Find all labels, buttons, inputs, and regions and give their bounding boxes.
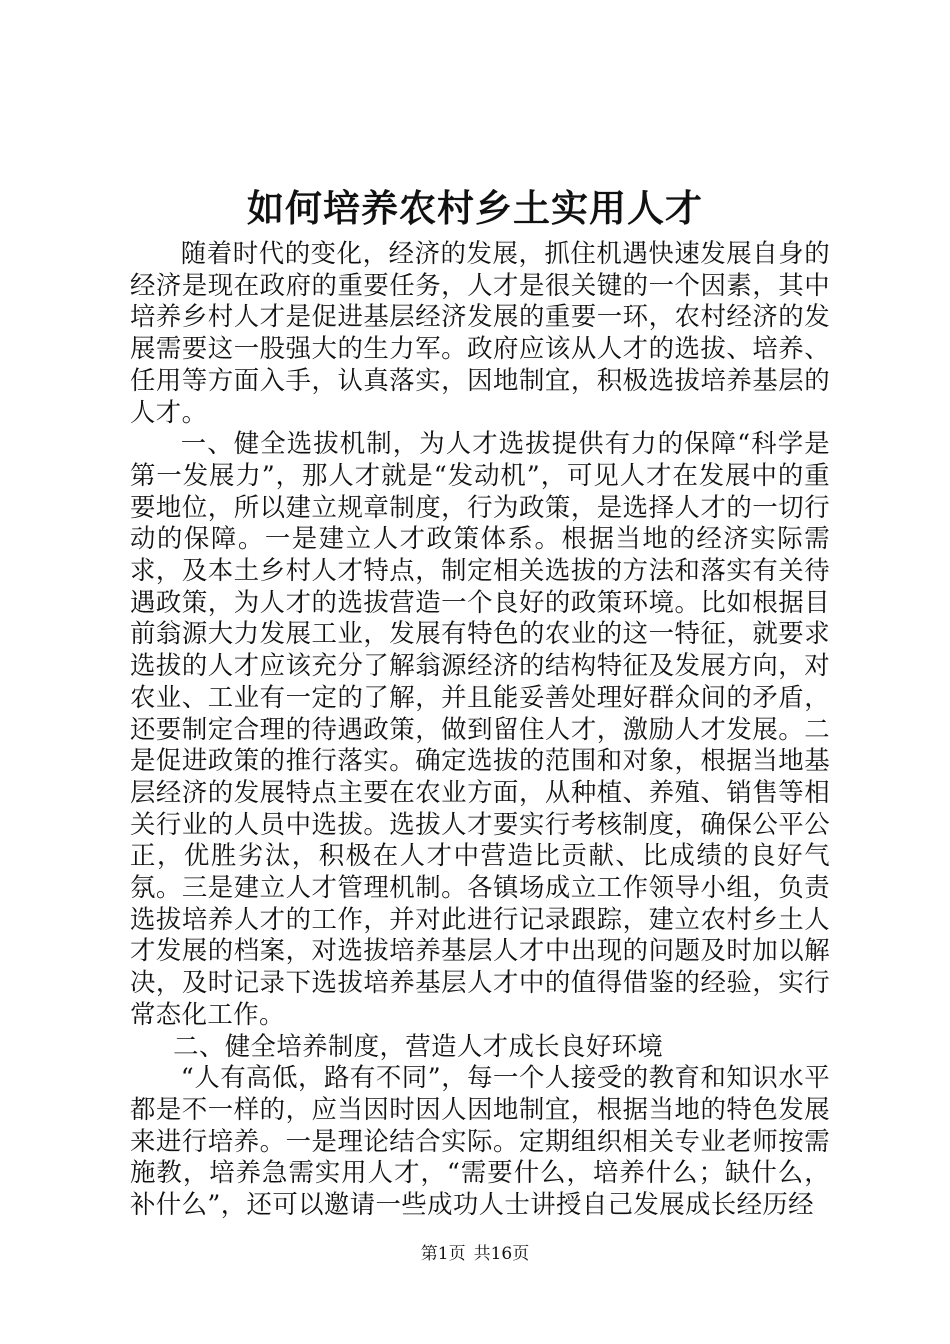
paragraph-intro: 随着时代的变化，经济的发展，抓住机遇快速发展自身的经济是现在政府的重要任务，人才是很关键的一个因素，其中培养乡村人才是促进基层经济发展的重要一环，农村经济的发展需要这一股强大的生力军。政府应该从人才的选拔、培养、任用等方面入手，认真落实，因地制宜，积极选拔培养基层的人才。 <box>130 238 830 427</box>
section-2-heading: 二、健全培养制度，营造人才成长良好环境 <box>173 1030 664 1061</box>
paragraph-section-1: 一、健全选拔机制，为人才选拔提供有力的保障“科学是第一发展力”，那人才就是“发动机”，可见人才在发展中的重要地位，所以建立规章制度，行为政策，是选择人才的一切行动的保障。一是建立人才政策体系。根据当地的经济实际需求，及本土乡村人才特点，制定相关选拔的方法和落实有关待遇政策，为人才的选拔营造一个良好的政策环境。比如根据目前翁源大力发展工业，发展有特色的农业的这一特征，就要求选拔的人才应该充分了解翁源经济的结构特征及发展方向，对农业、工业有一定的了解，并且能妥善处理好群众间的矛盾，还要制定合理的待遇政策，做到留住人才，激励人才发展。二是促进政策的推行落实。确定选拔的范围和对象，根据当地基层经济的发展特点主要在农业方面，从种植、养殖、销售等相关行业的人员中选拔。选拔人才要实行考核制度，确保公平公正，优胜劣汰，积极在人才中营造比贡献、比成绩的良好气氛。三是建立人才管理机制。各镇场成立工作领导小组，负责选拔培养人才的工作，并对此进行记录跟踪，建立农村乡土人才发展的档案，对选拔培养基层人才中出现的问题及时加以解决，及时记录下选拔培养基层人才中的值得借鉴的经验，实行常态化工作。 <box>130 428 830 1029</box>
document-body <box>130 238 830 1221</box>
page-footer <box>0 1243 950 1265</box>
page-number: 第1页 <box>420 1244 466 1264</box>
page-total: 共16页 <box>473 1244 530 1264</box>
paragraph-section-2: “人有高低，路有不同”，每一个人接受的教育和知识水平都是不一样的，应当因时因人因地制宜，根据当地的特色发展来进行培养。一是理论结合实际。定期组织相关专业老师按需施教，培养急需实用人才，“需要什么，培养什么；缺什么，补什么”，还可以邀请一些成功人士讲授自己发展成长经历经 <box>130 1062 830 1220</box>
document-title: 如何培养农村乡土实用人才 <box>247 186 703 230</box>
